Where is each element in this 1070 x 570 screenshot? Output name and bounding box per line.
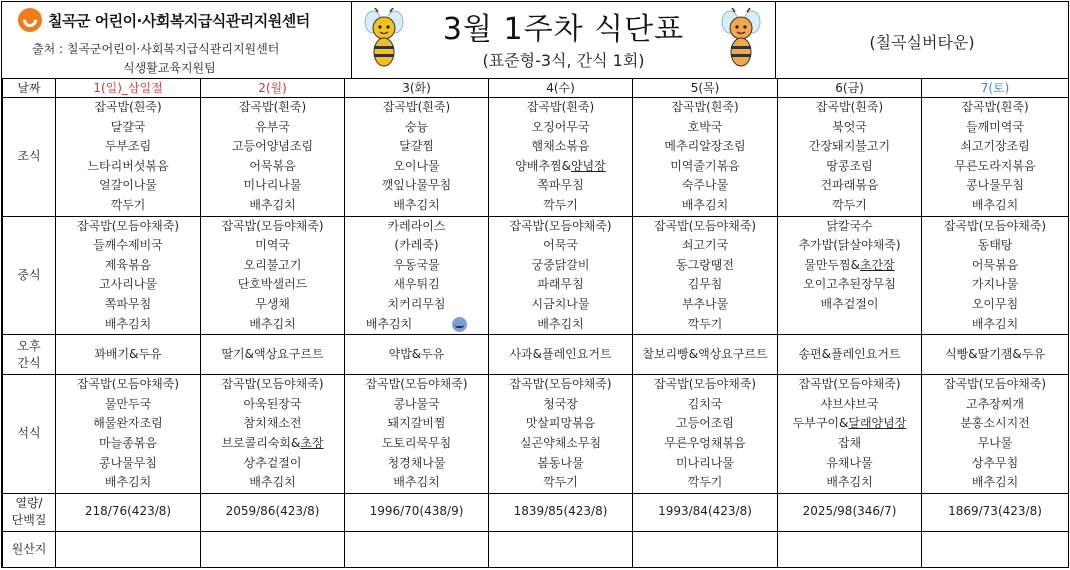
menu-item: 아욱된장국 <box>243 396 302 411</box>
menu-item <box>778 315 921 335</box>
menu-item: 잡곡밥(흰죽) <box>94 100 162 114</box>
menu-item: 배추김치 <box>249 475 296 490</box>
menu-item: 숙주나물 <box>681 178 729 193</box>
day-header: 4(수) <box>489 79 633 98</box>
menu-item: 김무침 <box>687 277 723 292</box>
meal-cell <box>633 375 778 494</box>
menu-item: 잡곡밥(흰죽) <box>961 100 1029 114</box>
menu-item: 무른도라지볶음 <box>954 158 1036 173</box>
menu-item: 잡곡밥(흰죽) <box>382 100 451 114</box>
nutrition-cell: 1996/70(438/9) <box>345 493 489 531</box>
menu-item: 제육볶음 <box>104 257 152 272</box>
menu-item: 단호박샐러드 <box>237 277 308 292</box>
meal-cell <box>633 216 778 335</box>
menu-item: 해물완자조림 <box>93 416 163 431</box>
menu-item: 배추김치 <box>826 475 873 490</box>
day-header: 3(화) <box>345 79 489 98</box>
menu-item: 달걀찜 <box>399 139 434 154</box>
menu-item: 물만두찜&초간장 <box>804 257 895 272</box>
menu-item: 카레라이스 <box>387 218 446 233</box>
menu-item: 실곤약채소무침 <box>519 435 602 450</box>
menu-item: 배추김치 <box>345 315 488 335</box>
menu-item: 고사리나물 <box>99 277 157 292</box>
meal-cell <box>922 98 1069 217</box>
row-label-dinner: 석식 <box>3 375 56 494</box>
menu-item: 콩나물국 <box>393 396 440 411</box>
menu-item: 우동국물 <box>393 257 440 272</box>
team-line: 식생활교육지원팀 <box>123 61 216 75</box>
menu-item: 북엇국 <box>832 119 867 134</box>
row-label-snack-1: 오후 <box>17 338 41 353</box>
day-header: 7(토) <box>922 79 1069 98</box>
menu-item: 배추김치 <box>104 475 152 490</box>
meal-cell <box>778 375 922 494</box>
meal-cell <box>201 216 345 335</box>
menu-item: 부추나물 <box>681 296 729 311</box>
menu-item: 무른우엉채볶음 <box>664 435 746 450</box>
menu-item: 배추김치 <box>681 197 729 212</box>
row-label-snack-2: 간식 <box>17 355 41 370</box>
menu-item: 배추김치 <box>393 197 440 212</box>
menu-item: 잡곡밥(모듬야채죽) <box>798 377 901 392</box>
menu-item: 무생채 <box>255 296 290 311</box>
title-box <box>352 2 776 78</box>
menu-item: 맛살피망볶음 <box>525 416 596 431</box>
menu-item: 추가밥(닭살야채죽) <box>798 238 901 253</box>
org-title: 칠곡군 어린이·사회복지급식관리지원센터 <box>48 12 310 30</box>
menu-item: 콩나물무침 <box>99 455 157 470</box>
menu-item: 잡곡밥(흰죽) <box>526 100 595 114</box>
menu-item: 깍두기 <box>687 316 723 331</box>
menu-item: 동태탕 <box>977 238 1013 253</box>
menu-item: 두부구이&달래양념장 <box>792 416 907 431</box>
menu-item: 깍두기 <box>687 475 723 490</box>
menu-item: 청국장 <box>543 396 578 411</box>
menu-item: 참치채소전 <box>243 416 302 431</box>
menu-item: 치커리무침 <box>387 296 446 311</box>
menu-item: 오리불고기 <box>243 257 302 272</box>
row-label-nutrition-2: 단백질 <box>11 513 47 528</box>
menu-item: 마늘종볶음 <box>99 435 157 450</box>
menu-item: 김치국 <box>687 396 723 411</box>
meal-cell <box>345 98 489 217</box>
menu-item: 오징어무국 <box>531 119 590 134</box>
menu-item: 간장돼지불고기 <box>808 139 891 154</box>
menu-item: 분홍소시지전 <box>960 416 1030 431</box>
menu-item: 오이나물 <box>393 158 440 173</box>
day-header: 6(금) <box>778 79 922 98</box>
menu-item: 배추겉절이 <box>820 296 879 311</box>
menu-item: 샤브샤브국 <box>820 396 879 411</box>
smile-logo-icon <box>18 8 42 32</box>
menu-item: 배추김치 <box>249 316 296 331</box>
menu-item: 가지나물 <box>971 277 1019 292</box>
nutrition-cell: 1993/84(423/8) <box>633 493 778 531</box>
menu-item: 파래무침 <box>537 277 584 292</box>
menu-item: 닭칼국수 <box>826 218 873 233</box>
menu-item: 쇠고기국 <box>681 238 729 253</box>
menu-item: 들깨미역국 <box>966 119 1024 134</box>
snack-cell: 사과&플레인요거트 <box>489 335 633 375</box>
menu-item: 들깨수제비국 <box>93 238 163 253</box>
meal-cell <box>489 216 633 335</box>
lunch-row <box>3 216 1069 335</box>
origin-cell <box>56 531 201 567</box>
menu-item: 얼갈이나물 <box>99 178 157 193</box>
meal-cell <box>56 98 201 217</box>
snack-row <box>3 335 1069 375</box>
menu-item: 배추김치 <box>249 197 296 212</box>
menu-item: 미역줄기볶음 <box>670 158 740 173</box>
menu-item: 숭늉 <box>404 119 429 134</box>
nutrition-row <box>3 493 1069 531</box>
menu-item: 깍두기 <box>832 197 867 212</box>
meal-cell <box>489 98 633 217</box>
menu-item: 청경채나물 <box>387 455 446 470</box>
menu-item: 어묵국 <box>543 238 578 253</box>
menu-item: 잡곡밥(모듬야채죽) <box>76 218 180 233</box>
row-label-nutrition <box>3 493 56 531</box>
menu-item: 고등어조림 <box>676 416 734 431</box>
origin-cell <box>633 531 778 567</box>
menu-item: 배추김치 <box>971 475 1019 490</box>
meal-cell <box>201 98 345 217</box>
snack-cell: 식빵&딸기잼&두유 <box>922 335 1069 375</box>
menu-item: 깍두기 <box>543 197 578 212</box>
meal-cell <box>56 375 201 494</box>
menu-item: 고등어양념조림 <box>231 139 314 154</box>
origin-cell <box>201 531 345 567</box>
breakfast-row <box>3 98 1069 217</box>
menu-item: 두부조림 <box>104 139 152 154</box>
menu-item: 오이무침 <box>971 296 1019 311</box>
menu-item: 잡곡밥(모듬야채죽) <box>653 377 757 392</box>
menu-item: 배추김치 <box>393 475 440 490</box>
smiley-face-icon <box>452 317 467 332</box>
menu-item: 미나리나물 <box>676 455 734 470</box>
menu-sheet <box>1 1 1069 568</box>
row-label-origin: 원산지 <box>3 531 56 567</box>
date-row <box>3 79 1069 98</box>
menu-item: 잡곡밥(흰죽) <box>815 100 884 114</box>
row-label-date: 날짜 <box>3 79 56 98</box>
menu-item: 배추김치 <box>537 316 584 331</box>
menu-item: 잡곡밥(흰죽) <box>671 100 739 114</box>
origin-cell <box>345 531 489 567</box>
day-header: 5(목) <box>633 79 778 98</box>
menu-item: 깍두기 <box>543 475 578 490</box>
place-box <box>776 2 1068 78</box>
menu-item: 물만두국 <box>104 396 152 411</box>
menu-item: 오이고추된장무침 <box>803 277 896 292</box>
menu-item: 봄동나물 <box>537 455 584 470</box>
menu-item: 달걀국 <box>110 119 146 134</box>
menu-item: 미역국 <box>255 238 290 253</box>
menu-item: 브로콜리숙회&초장 <box>221 435 324 450</box>
menu-item: 쪽파무침 <box>537 178 584 193</box>
menu-item: 유부국 <box>255 119 290 134</box>
origin-cell <box>778 531 922 567</box>
meal-cell <box>201 375 345 494</box>
menu-item: 궁중닭갈비 <box>531 257 590 272</box>
nutrition-cell: 1869/73(423/8) <box>922 493 1069 531</box>
menu-item: 잡곡밥(모듬야채죽) <box>221 377 324 392</box>
meal-cell <box>633 98 778 217</box>
menu-item: 동그랑땡전 <box>676 257 734 272</box>
menu-item: 잡곡밥(모듬야채죽) <box>76 377 180 392</box>
meal-cell <box>922 375 1069 494</box>
origin-row <box>3 531 1069 567</box>
menu-item: 상추무침 <box>971 455 1019 470</box>
day-header: 1(일)_삼일절 <box>56 79 201 98</box>
snack-cell: 송편&플레인요거트 <box>778 335 922 375</box>
meal-cell <box>56 216 201 335</box>
menu-item: (카레죽) <box>394 238 439 253</box>
menu-item: 잡곡밥(모듬야채죽) <box>653 218 757 233</box>
menu-item: 도토리묵무침 <box>381 435 452 450</box>
menu-item: 배추김치 <box>971 197 1019 212</box>
menu-item: 콩나물무침 <box>966 178 1024 193</box>
menu-item: 잡곡밥(흰죽) <box>238 100 307 114</box>
menu-item: 배추김치 <box>104 316 152 331</box>
snack-cell: 약밥&두유 <box>345 335 489 375</box>
origin-cell <box>489 531 633 567</box>
menu-item: 깻잎나물무침 <box>381 178 452 193</box>
menu-item: 돼지갈비찜 <box>387 416 446 431</box>
menu-item: 양배추찜&양념장 <box>515 158 606 173</box>
meal-cell <box>778 216 922 335</box>
snack-cell: 꽈배기&두유 <box>56 335 201 375</box>
nutrition-cell: 2025/98(346/7) <box>778 493 922 531</box>
menu-item: 호박국 <box>687 119 723 134</box>
menu-item: 잡곡밥(모듬야채죽) <box>943 218 1047 233</box>
menu-item: 고추장찌개 <box>966 396 1024 411</box>
menu-item: 잡곡밥(모듬야채죽) <box>221 218 324 233</box>
menu-item: 시금치나물 <box>531 296 590 311</box>
snack-cell: 찰보리빵&액상요구르트 <box>633 335 778 375</box>
menu-item: 땅콩조림 <box>826 158 873 173</box>
row-label-breakfast: 조식 <box>3 98 56 217</box>
meal-cell <box>778 98 922 217</box>
facility-name: (칠곡실버타운) <box>869 33 975 52</box>
menu-item: 유채나물 <box>826 455 873 470</box>
menu-item: 쪽파무침 <box>104 296 152 311</box>
meal-cell <box>489 375 633 494</box>
row-label-lunch: 중식 <box>3 216 56 335</box>
menu-item: 햄채소볶음 <box>531 139 590 154</box>
origin-cell <box>922 531 1069 567</box>
menu-item: 잡곡밥(모듬야채죽) <box>943 377 1047 392</box>
meal-cell <box>345 216 489 335</box>
page-title: 3월 1주차 식단표 <box>442 12 685 47</box>
menu-item: 깍두기 <box>110 197 146 212</box>
menu-item: 상추겉절이 <box>243 455 302 470</box>
row-label-nutrition-1: 열량/ <box>15 496 43 511</box>
dinner-row <box>3 375 1069 494</box>
header <box>2 2 1068 78</box>
menu-item: 새우튀김 <box>393 277 440 292</box>
menu-item: 어묵볶음 <box>971 257 1019 272</box>
menu-item: 잡곡밥(모듬야채죽) <box>365 377 468 392</box>
menu-item: 미나리나물 <box>243 178 302 193</box>
page-subtitle: (표준형-3식, 간식 1회) <box>482 51 645 70</box>
menu-item: 메추리알장조림 <box>664 139 746 154</box>
snack-cell: 딸기&액상요구르트 <box>201 335 345 375</box>
menu-item: 잡채 <box>837 435 862 450</box>
menu-table <box>2 78 1069 568</box>
bee-mascot-icon <box>719 8 763 70</box>
source-line: 출처 : 칠곡군어린이·사회복지급식관리지원센터 <box>32 42 280 56</box>
meal-cell <box>345 375 489 494</box>
menu-item: 어묵볶음 <box>249 158 296 173</box>
menu-item: 느타리버섯볶음 <box>87 158 169 173</box>
menu-item: 잡곡밥(모듬야채죽) <box>509 377 612 392</box>
meal-cell <box>922 216 1069 335</box>
menu-item: 배추김치 <box>971 316 1019 331</box>
menu-item: 쇠고기장조림 <box>960 139 1030 154</box>
nutrition-cell: 1839/85(423/8) <box>489 493 633 531</box>
row-label-snack <box>3 335 56 375</box>
nutrition-cell: 218/76(423/8) <box>56 493 201 531</box>
menu-item: 건파래볶음 <box>820 178 879 193</box>
menu-item: 잡곡밥(모듬야채죽) <box>509 218 612 233</box>
day-header: 2(월) <box>201 79 345 98</box>
nutrition-cell: 2059/86(423/8) <box>201 493 345 531</box>
org-box <box>2 2 352 78</box>
menu-item: 무나물 <box>977 435 1013 450</box>
